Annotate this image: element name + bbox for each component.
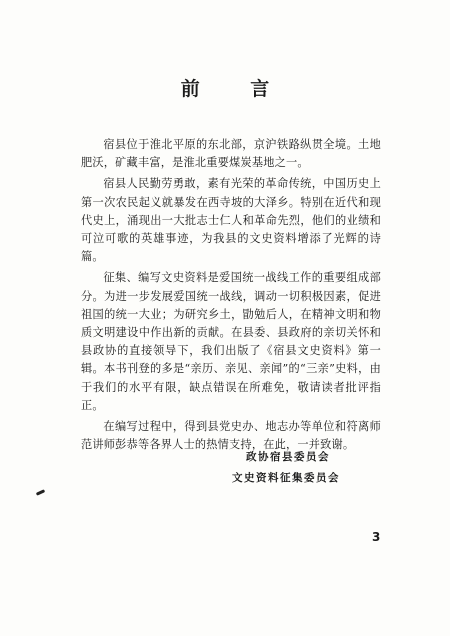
ink-speck [36, 489, 45, 496]
signature-committee: 政协宿县委员会 [246, 451, 330, 463]
page-title: 前 言 [180, 78, 292, 100]
preface-body [81, 136, 381, 457]
paragraph-history: 宿县人民勤劳勇敢，素有光荣的革命传统，中国历史上第一次农民起义就暴发在西寺坡的大泽乡。特别在近代和现代史上，涌现出一大批志士仁人和革命先烈，他们的业绩和可泣可歌的英雄事迹，为我县的文史资料增添了光辉的诗篇。 [81, 177, 381, 264]
page-number: 3 [372, 530, 381, 544]
paragraph-intro: 宿县位于淮北平原的东北部，京沪铁路纵贯全境。土地肥沃，矿藏丰富，是淮北重要煤炭基地之一。 [81, 138, 381, 170]
paragraph-purpose: 征集、编写文史资料是爱国统一战线工作的重要组成部分。为进一步发展爱国统一战线，调动一切积极因素，促进祖国的统一大业；为研究乡土，勖勉后人，在精神文明和物质文明建设中作出新的贡献。在县委、县政府的亲切关怀和县政协的直接领导下，我们出版了《宿县文史资料》第一辑。本书刊登的多是“亲历、亲见、亲闻”的“三亲”史料，由于我们的水平有限，缺点错误在所难免，敬请读者批评指正。 [81, 271, 381, 412]
signature-editorial-board: 文史资料征集委员会 [232, 472, 340, 484]
paragraph-thanks: 在编写过程中，得到县党史办、地志办等单位和符离师范讲师彭恭等各界人士的热情支持，在此，一并致谢。 [81, 420, 381, 452]
